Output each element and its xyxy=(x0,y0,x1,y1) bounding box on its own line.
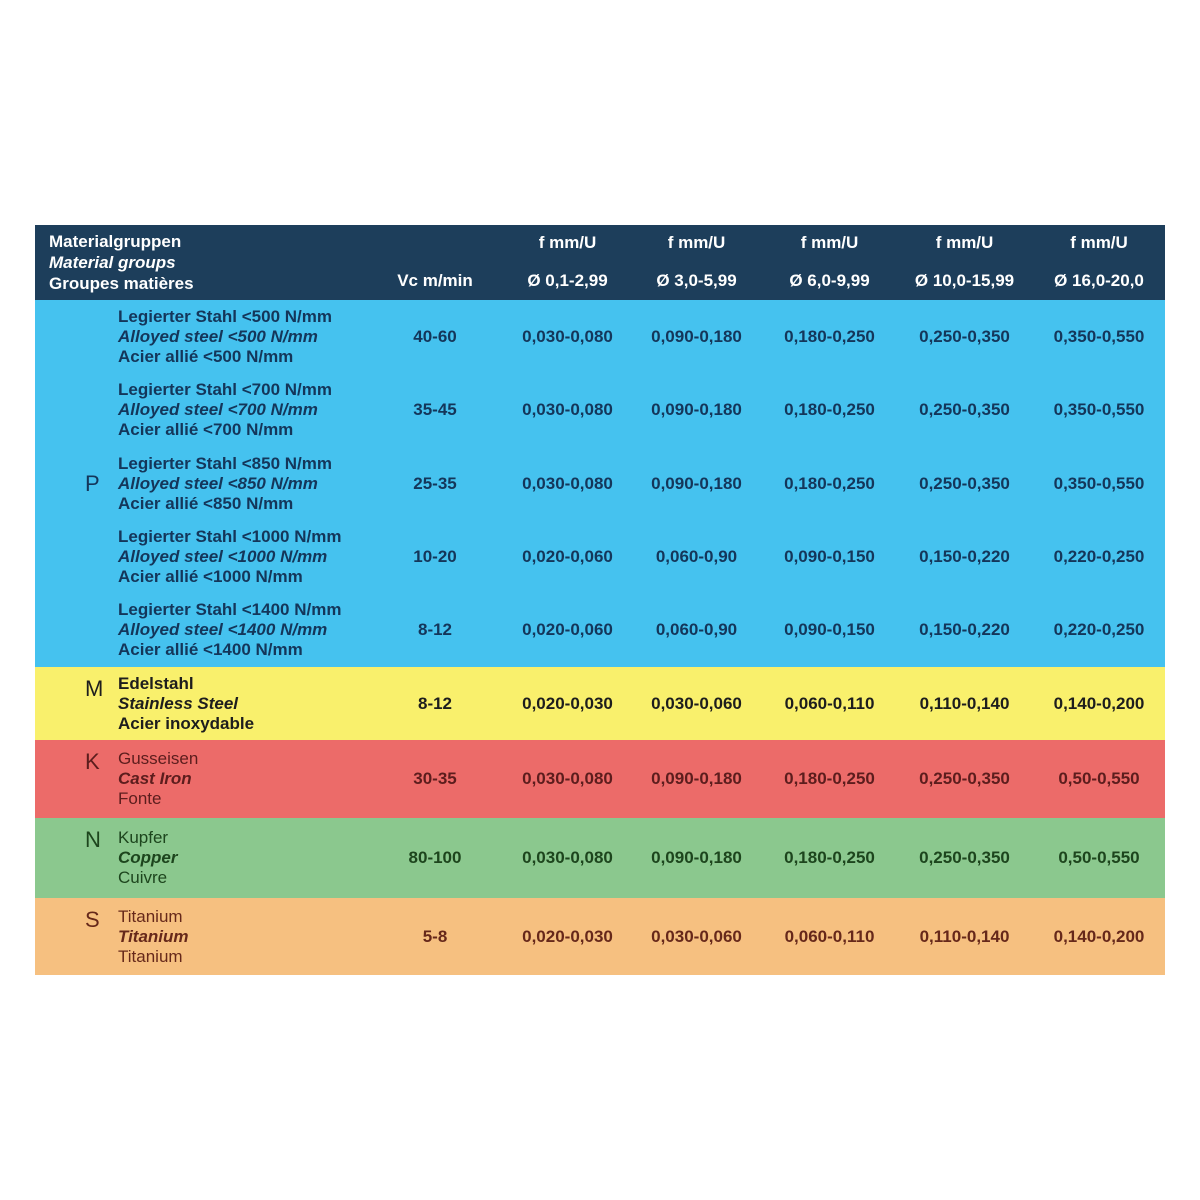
feed-value-3: 0,090-0,150 xyxy=(784,546,875,566)
feed-diameter-label: Ø 10,0-15,99 xyxy=(914,271,1015,290)
material-name-en: Alloyed steel <1000 N/mm xyxy=(118,546,328,566)
feed-value-4: 0,250-0,350 xyxy=(919,473,1010,493)
feed-diameter-label: Ø 6,0-9,99 xyxy=(789,271,870,290)
material-row xyxy=(115,594,1165,667)
material-name-en: Alloyed steel <850 N/mm xyxy=(118,473,318,493)
vc-value: 10-20 xyxy=(413,546,457,566)
feed-value-2: 0,090-0,180 xyxy=(651,473,742,493)
vc-value: 8-12 xyxy=(417,620,453,640)
vc-value: 5-8 xyxy=(422,926,448,946)
feed-column-header-5 xyxy=(1033,225,1165,300)
vc-value: 30-35 xyxy=(413,769,457,788)
material-label xyxy=(115,907,365,967)
feed-diameter-label: Ø 3,0-5,99 xyxy=(656,271,737,290)
feed-value-2: 0,030-0,060 xyxy=(651,693,742,713)
vc-value: 80-100 xyxy=(408,848,462,867)
material-name-en: Cast Iron xyxy=(118,769,192,788)
group-letter-M: M xyxy=(85,676,104,701)
feed-value-5: 0,350-0,550 xyxy=(1053,326,1145,346)
material-name-de: Legierter Stahl <700 N/mm xyxy=(118,380,333,400)
feed-value-3: 0,180-0,250 xyxy=(784,473,875,493)
feed-unit-label: f mm/U xyxy=(538,233,597,252)
material-name-en: Alloyed steel <700 N/mm xyxy=(118,400,318,420)
material-section-P xyxy=(35,300,1165,667)
material-name-de: Gusseisen xyxy=(118,749,199,768)
material-name-de: Legierter Stahl <1400 N/mm xyxy=(118,600,342,620)
section-rows-S xyxy=(115,898,1165,975)
feed-unit-label: f mm/U xyxy=(935,233,994,252)
material-name-de: Titanium xyxy=(118,906,183,926)
material-name-fr: Acier inoxydable xyxy=(118,713,255,733)
material-section-N xyxy=(35,818,1165,898)
feed-column-header-4 xyxy=(896,225,1033,300)
group-letter-P: P xyxy=(85,470,100,496)
vc-label: Vc m/min xyxy=(397,271,473,290)
feed-value-4: 0,110-0,140 xyxy=(919,926,1010,946)
material-label xyxy=(115,380,365,440)
group-letter-S: S xyxy=(85,907,100,932)
material-name-de: Kupfer xyxy=(118,828,169,847)
feed-value-4: 0,250-0,350 xyxy=(919,848,1010,867)
material-name-en: Stainless Steel xyxy=(118,693,239,713)
feed-value-4: 0,250-0,350 xyxy=(919,326,1010,346)
material-row xyxy=(115,520,1165,593)
material-row xyxy=(115,667,1165,740)
material-name-de: Legierter Stahl <850 N/mm xyxy=(118,453,333,473)
feed-value-1: 0,020-0,060 xyxy=(522,546,613,566)
material-name-fr: Acier allié <1400 N/mm xyxy=(118,640,303,660)
feed-value-4: 0,250-0,350 xyxy=(919,769,1010,788)
feed-unit-label: f mm/U xyxy=(1070,233,1128,252)
material-section-K xyxy=(35,740,1165,818)
group-letter-N: N xyxy=(85,827,101,852)
vc-value: 40-60 xyxy=(413,326,457,346)
feed-column-header-1 xyxy=(505,225,630,300)
feed-value-2: 0,090-0,180 xyxy=(651,848,742,867)
feed-value-1: 0,030-0,080 xyxy=(522,473,613,493)
feed-value-3: 0,090-0,150 xyxy=(784,620,875,640)
table-body xyxy=(35,300,1165,975)
material-row xyxy=(115,818,1165,898)
material-name-en: Alloyed steel <1400 N/mm xyxy=(118,620,328,640)
material-name-de: Legierter Stahl <500 N/mm xyxy=(118,306,333,326)
material-label xyxy=(115,527,365,587)
material-name-fr: Cuivre xyxy=(118,868,168,887)
section-rows-N xyxy=(115,818,1165,898)
feed-value-1: 0,020-0,030 xyxy=(522,926,613,946)
material-label xyxy=(115,674,365,734)
feed-column-header-3 xyxy=(763,225,896,300)
feed-value-2: 0,060-0,90 xyxy=(655,546,738,566)
feed-column-header-2 xyxy=(630,225,763,300)
feed-value-5: 0,140-0,200 xyxy=(1053,926,1145,946)
vc-value: 35-45 xyxy=(413,400,457,420)
material-label xyxy=(115,454,365,514)
title-de: Materialgruppen xyxy=(49,232,182,251)
feed-value-5: 0,50-0,550 xyxy=(1058,769,1140,788)
feed-value-1: 0,030-0,080 xyxy=(522,400,613,420)
feed-rate-table xyxy=(35,225,1165,975)
feed-value-2: 0,090-0,180 xyxy=(651,400,742,420)
feed-value-3: 0,060-0,110 xyxy=(784,693,875,713)
feed-value-5: 0,140-0,200 xyxy=(1053,693,1145,713)
material-name-en: Alloyed steel <500 N/mm xyxy=(118,326,318,346)
feed-value-2: 0,060-0,90 xyxy=(655,620,738,640)
material-name-fr: Titanium xyxy=(118,946,183,966)
feed-value-2: 0,090-0,180 xyxy=(651,326,742,346)
material-name-de: Edelstahl xyxy=(118,673,194,693)
title-en: Material groups xyxy=(49,253,176,272)
feed-value-3: 0,180-0,250 xyxy=(784,769,875,788)
material-row xyxy=(115,898,1165,975)
feed-diameter-label: Ø 0,1-2,99 xyxy=(527,271,608,290)
material-name-fr: Acier allié <850 N/mm xyxy=(118,493,294,513)
feed-value-3: 0,180-0,250 xyxy=(784,400,875,420)
feed-unit-label: f mm/U xyxy=(800,233,859,252)
material-row xyxy=(115,373,1165,446)
feed-value-3: 0,060-0,110 xyxy=(784,926,875,946)
feed-value-1: 0,020-0,030 xyxy=(522,693,613,713)
feed-unit-label: f mm/U xyxy=(667,233,726,252)
material-section-S xyxy=(35,898,1165,975)
title-fr: Groupes matières xyxy=(49,274,194,293)
material-name-en: Titanium xyxy=(118,926,189,946)
feed-value-5: 0,350-0,550 xyxy=(1053,400,1145,420)
material-name-fr: Fonte xyxy=(118,789,162,808)
feed-value-4: 0,250-0,350 xyxy=(919,400,1010,420)
group-letter-K: K xyxy=(85,749,100,774)
material-label xyxy=(115,749,365,809)
feed-value-5: 0,220-0,250 xyxy=(1053,620,1145,640)
feed-value-5: 0,50-0,550 xyxy=(1058,848,1140,867)
material-row xyxy=(115,300,1165,373)
material-section-M xyxy=(35,667,1165,740)
feed-diameter-label: Ø 16,0-20,0 xyxy=(1054,271,1144,290)
feed-value-1: 0,030-0,080 xyxy=(522,326,613,346)
feed-value-3: 0,180-0,250 xyxy=(784,326,875,346)
feed-value-1: 0,030-0,080 xyxy=(522,848,613,867)
feed-value-1: 0,030-0,080 xyxy=(522,769,613,788)
section-rows-P xyxy=(115,300,1165,667)
feed-value-3: 0,180-0,250 xyxy=(784,848,875,867)
table-header xyxy=(35,225,1165,300)
feed-value-2: 0,090-0,180 xyxy=(651,769,742,788)
section-rows-M xyxy=(115,667,1165,740)
material-label xyxy=(115,828,365,888)
material-name-fr: Acier allié <500 N/mm xyxy=(118,346,294,366)
vc-column-header xyxy=(365,225,505,300)
feed-value-4: 0,110-0,140 xyxy=(919,693,1010,713)
vc-value: 8-12 xyxy=(417,693,453,713)
feed-value-4: 0,150-0,220 xyxy=(919,620,1010,640)
feed-value-5: 0,350-0,550 xyxy=(1053,473,1145,493)
material-label xyxy=(115,600,365,660)
material-row xyxy=(115,740,1165,818)
vc-value: 25-35 xyxy=(413,473,457,493)
feed-value-1: 0,020-0,060 xyxy=(522,620,613,640)
material-label xyxy=(115,307,365,367)
material-name-fr: Acier allié <700 N/mm xyxy=(118,420,294,440)
material-row xyxy=(115,447,1165,520)
material-name-en: Copper xyxy=(118,848,178,867)
feed-value-2: 0,030-0,060 xyxy=(651,926,742,946)
feed-value-5: 0,220-0,250 xyxy=(1053,546,1145,566)
material-name-fr: Acier allié <1000 N/mm xyxy=(118,566,303,586)
material-name-de: Legierter Stahl <1000 N/mm xyxy=(118,526,342,546)
section-rows-K xyxy=(115,740,1165,818)
feed-value-4: 0,150-0,220 xyxy=(919,546,1010,566)
material-groups-header xyxy=(35,225,365,300)
